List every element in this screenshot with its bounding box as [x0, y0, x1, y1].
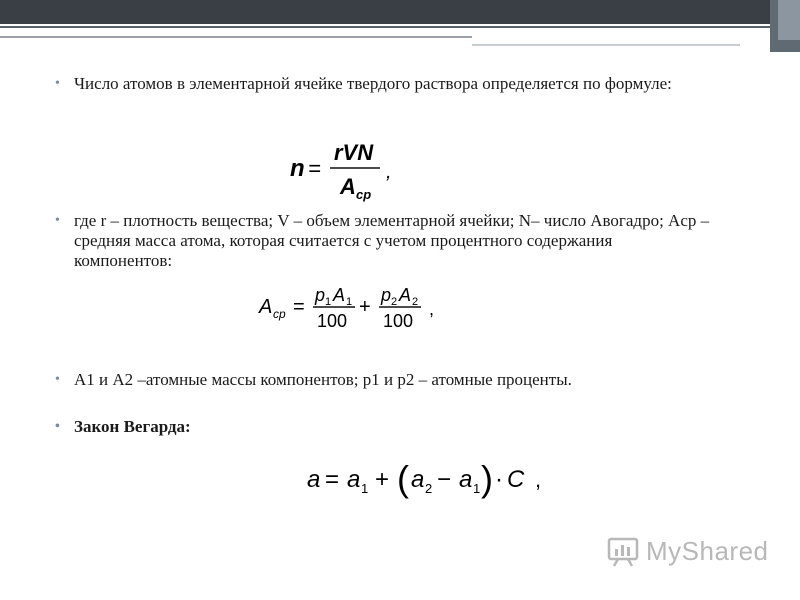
num1-a: A: [333, 285, 346, 305]
den2: 100: [383, 311, 414, 331]
formula-lhs: n: [290, 155, 305, 182]
c: C: [507, 466, 525, 493]
a1b: a: [459, 466, 473, 493]
top-decor-bar: [0, 0, 800, 24]
myshared-logo: [606, 533, 769, 569]
a2: a: [411, 466, 425, 493]
formula-eq: =: [308, 156, 321, 181]
dot: ·: [495, 466, 503, 493]
num1-p-sub: 1: [325, 296, 332, 308]
rpar: ): [481, 458, 493, 499]
decor-line: [0, 36, 472, 38]
num2-p: p: [381, 285, 392, 305]
num1-a-sub: 1: [346, 296, 353, 308]
eq: =: [325, 466, 340, 493]
bullet-text-1: • Число атомов в элементарной ячейке твердого раствора определяется по формуле:: [74, 74, 734, 94]
plus: +: [359, 296, 371, 318]
formula-average-mass: [255, 279, 445, 335]
a1-sub: 1: [361, 481, 369, 496]
plus: +: [375, 466, 390, 493]
chart-presentation-icon: [606, 534, 640, 568]
corner-accent: [778, 0, 800, 40]
bullet-text-3: • A1 и A2 –атомные массы компонентов; p1 и p2 – атомные проценты.: [74, 370, 754, 390]
num1-p: p: [315, 285, 326, 305]
lpar: (: [397, 458, 409, 499]
punct: ,: [535, 467, 542, 492]
formula-lhs: A: [259, 296, 273, 318]
formula-punct: ,: [429, 299, 435, 319]
formula-eq: =: [293, 296, 305, 318]
a1: a: [347, 466, 361, 493]
logo-text: MyShared: [646, 535, 769, 566]
lhs-a: a: [307, 466, 321, 493]
formula-vegard: [305, 455, 555, 505]
formula-num: rVN: [334, 140, 374, 165]
formula-punct: ,: [386, 161, 392, 183]
formula-atom-count: [288, 136, 408, 204]
formula-den-sub: cp: [356, 187, 372, 202]
a1b-sub: 1: [473, 481, 481, 496]
decor-line: [472, 44, 740, 46]
bullet-vegard-law: • Закон Вегарда:: [74, 417, 191, 437]
num2-a: A: [399, 285, 412, 305]
formula-den: A: [340, 174, 356, 199]
minus: −: [437, 466, 452, 493]
num2-a-sub: 2: [412, 296, 419, 308]
a2-sub: 2: [425, 481, 433, 496]
num2-p-sub: 2: [391, 296, 398, 308]
decor-line: [0, 26, 770, 28]
formula-lhs-sub: cp: [273, 307, 286, 321]
bullet-text-2: • где r – плотность вещества; V – объем элементарной ячейки; N– число Авогадро; Acp – средняя масса атома, которая считается с учетом процентного содержания компонентов:: [74, 211, 714, 271]
den1: 100: [317, 311, 348, 331]
